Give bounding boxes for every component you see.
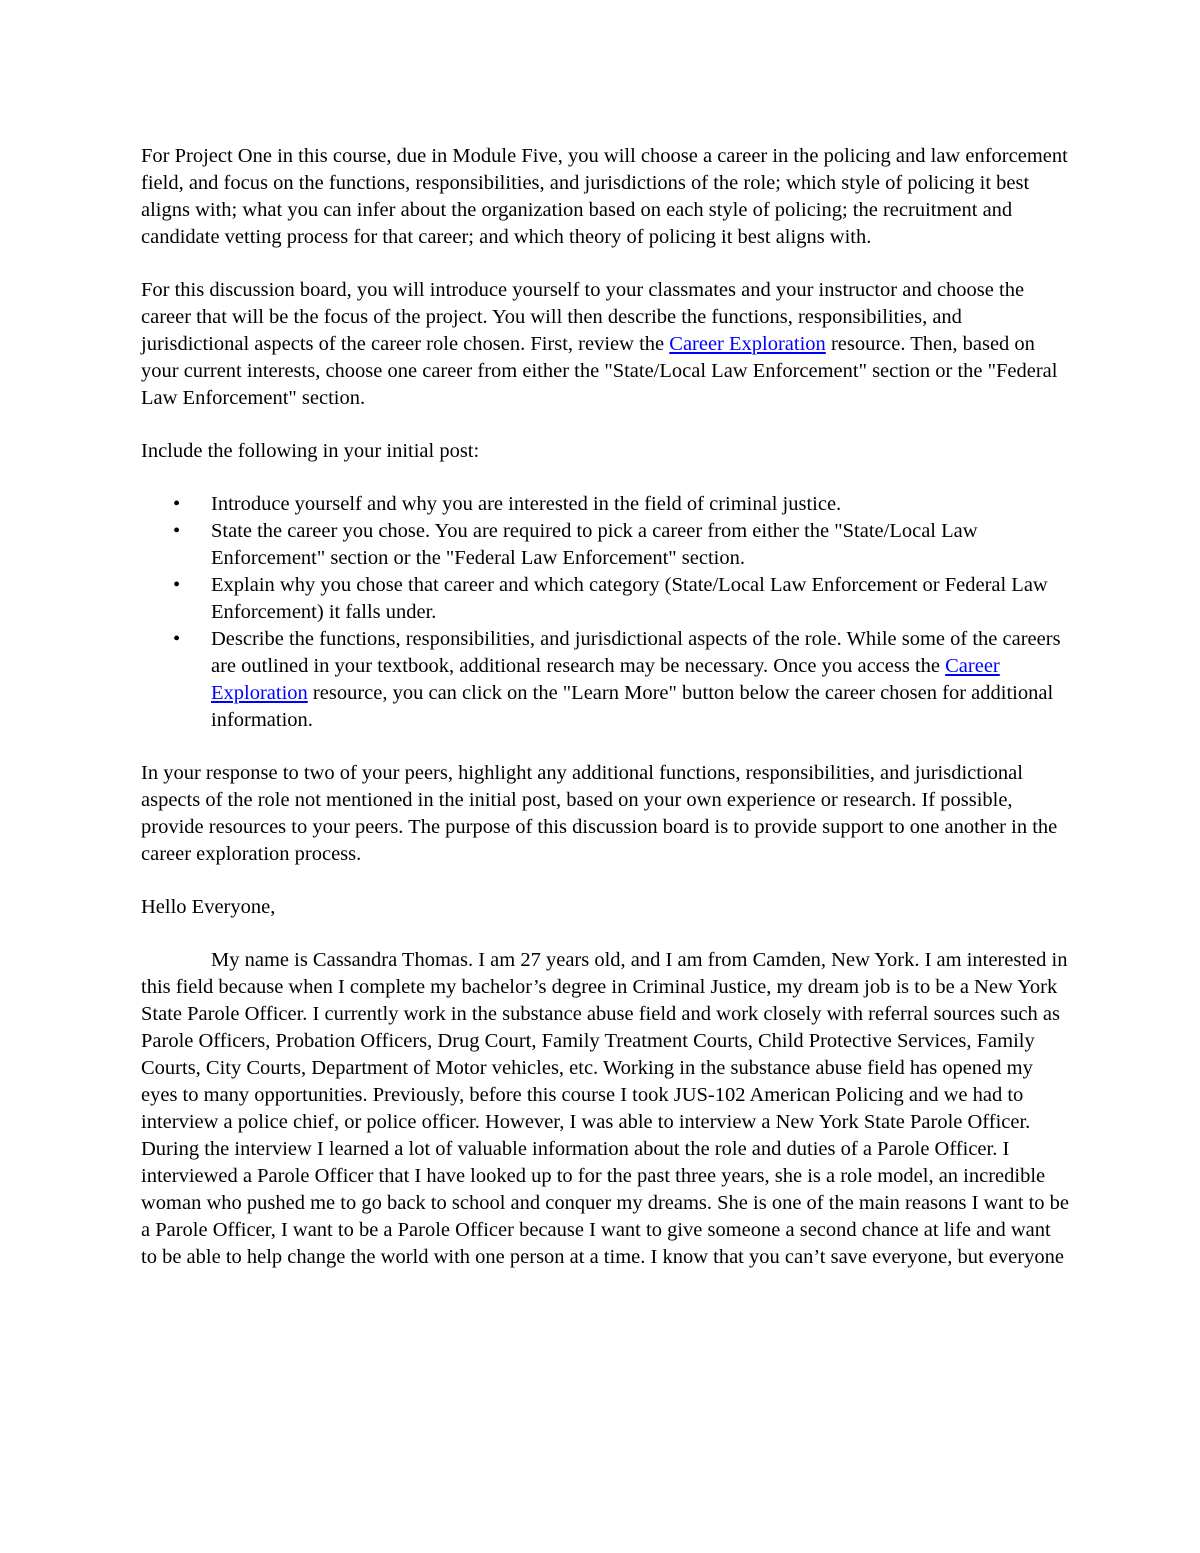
discussion-text-before-link: For this discussion board, you will introduce yourself to your classmates and your instructor and choose the career that will be the focus of the project. You will then describe the functions, responsibilities, and jurisdictional aspects of the career role chosen. First, review the	[141, 279, 1025, 355]
list-item-text: Introduce yourself and why you are interested in the field of criminal justice.	[211, 493, 842, 515]
list-item-text: State the career you chose. You are required to pick a career from either the "State/Local Law Enforcement" section or the "Federal Law Enforcement" section.	[211, 520, 978, 569]
intro-paragraph: For Project One in this course, due in Module Five, you will choose a career in the policing and law enforcement field, and focus on the functions, responsibilities, and jurisdictions of the role; which style of policing it best aligns with; what you can infer about the organization based on each style of policing; the recruitment and candidate vetting process for that career; and which theory of policing it best aligns with.	[141, 145, 1068, 248]
discussion-text-after-link: resource. Then, based on your current interests, choose one career from either the "State/Local Law Enforcement" section or the "Federal Law Enforcement" section.	[141, 333, 1058, 409]
bullet-icon: •	[173, 520, 181, 542]
list-item	[141, 572, 1071, 626]
list-item-text-after-link: resource, you can click on the "Learn More" button below the career chosen for additional information.	[211, 682, 1054, 731]
list-item	[141, 491, 1071, 518]
requirements-list	[141, 491, 1071, 734]
include-heading: Include the following in your initial post:	[141, 440, 480, 462]
list-item-text-before-link: Describe the functions, responsibilities, and jurisdictional aspects of the role. While some of the careers are outlined in your textbook, additional research may be necessary. Once you access the	[211, 628, 1061, 677]
bullet-icon: •	[173, 493, 181, 515]
career-exploration-link[interactable]: Career Exploration	[211, 655, 1000, 704]
document-page	[141, 143, 1071, 1271]
bullet-icon: •	[173, 628, 181, 650]
list-item-text: Explain why you chose that career and which category (State/Local Law Enforcement or Federal Law Enforcement) it falls under.	[211, 574, 1048, 623]
body-paragraph: My name is Cassandra Thomas. I am 27 years old, and I am from Camden, New York. I am interested in this field because when I complete my bachelor’s degree in Criminal Justice, my dream job is to be a New York State Parole Officer. I currently work in the substance abuse field and work closely with referral sources such as Parole Officers, Probation Officers, Drug Court, Family Treatment Courts, Child Protective Services, Family Courts, City Courts, Department of Motor vehicles, etc. Working in the substance abuse field has opened my eyes to many opportunities. Previously, before this course I took JUS-102 American Policing and we had to interview a police chief, or police officer. However, I was able to interview a New York State Parole Officer. During the interview I learned a lot of valuable information about the role and duties of a Parole Officer. I interviewed a Parole Officer that I have looked up to for the past three years, she is a role model, an incredible woman who pushed me to go back to school and conquer my dreams. She is one of the main reasons I want to be a Parole Officer, I want to be a Parole Officer because I want to give someone a second chance at life and want to be able to help change the world with one person at a time. I know that you can’t save everyone, but everyone	[141, 949, 1069, 1268]
bullet-icon: •	[173, 574, 181, 596]
discussion-paragraph	[141, 277, 1071, 412]
greeting: Hello Everyone,	[141, 896, 276, 918]
list-item	[141, 626, 1071, 734]
response-paragraph: In your response to two of your peers, highlight any additional functions, responsibilities, and jurisdictional aspects of the role not mentioned in the initial post, based on your own experience or research. If possible, provide resources to your peers. The purpose of this discussion board is to provide support to one another in the career exploration process.	[141, 762, 1058, 865]
career-exploration-link[interactable]: Career Exploration	[669, 333, 826, 355]
list-item	[141, 518, 1071, 572]
